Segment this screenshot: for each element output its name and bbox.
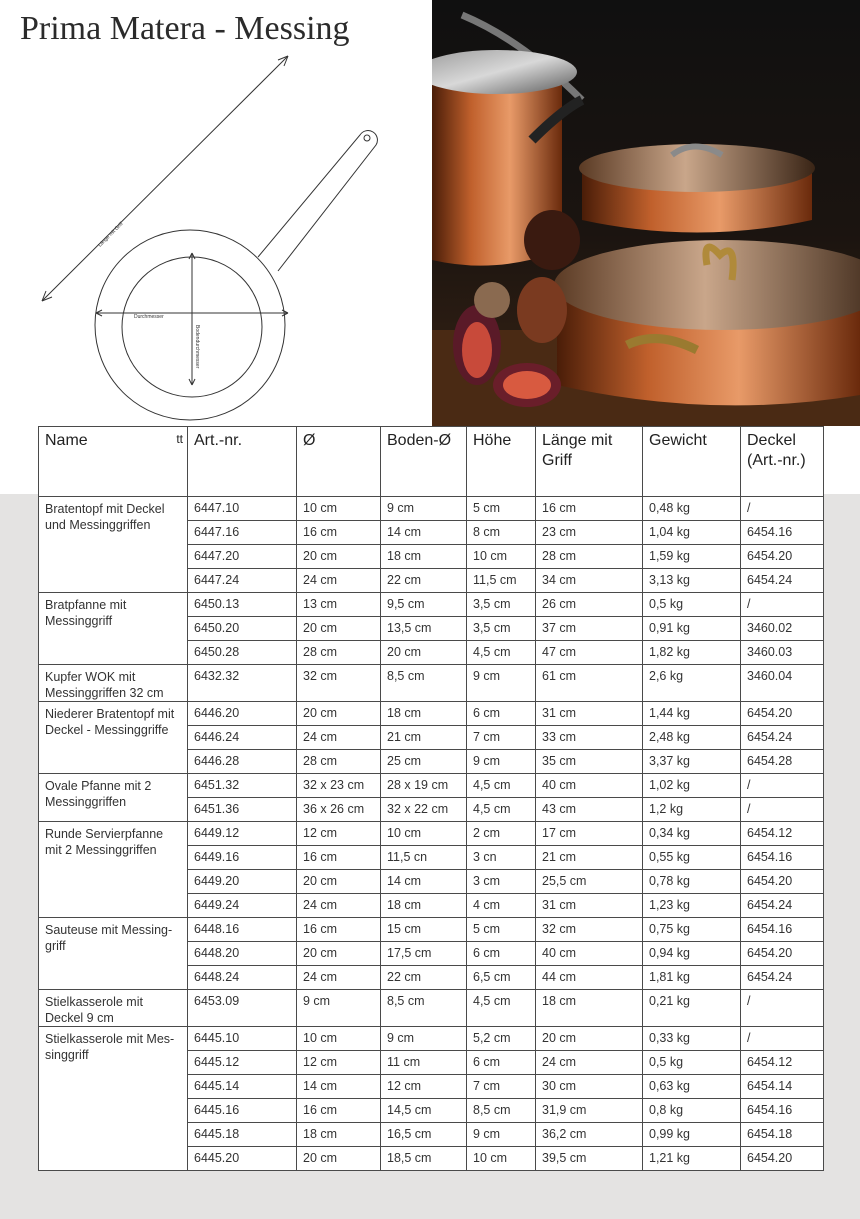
- pan-dimension-diagram: [30, 45, 430, 425]
- cell-weight: 0,21 kg: [643, 990, 741, 1027]
- cell-art-nr: 6449.24: [188, 894, 297, 918]
- cell-base-diameter: 9 cm: [381, 497, 467, 521]
- cell-height: 5,2 cm: [467, 1027, 536, 1051]
- cell-diameter: 20 cm: [297, 1147, 381, 1171]
- cell-diameter: 18 cm: [297, 1123, 381, 1147]
- cell-length: 31 cm: [536, 702, 643, 726]
- cell-weight: 0,5 kg: [643, 593, 741, 617]
- table-row: [39, 593, 824, 617]
- cell-base-diameter: 15 cm: [381, 918, 467, 942]
- cell-weight: 0,78 kg: [643, 870, 741, 894]
- cell-height: 5 cm: [467, 918, 536, 942]
- cell-weight: 1,04 kg: [643, 521, 741, 545]
- cell-diameter: 24 cm: [297, 726, 381, 750]
- header-art-nr: Art.-nr.: [188, 427, 297, 497]
- cell-base-diameter: 13,5 cm: [381, 617, 467, 641]
- cell-length: 32 cm: [536, 918, 643, 942]
- cell-weight: 1,44 kg: [643, 702, 741, 726]
- cell-height: 3 cn: [467, 846, 536, 870]
- cell-diameter: 16 cm: [297, 1099, 381, 1123]
- cell-lid: 6454.20: [741, 870, 824, 894]
- cell-art-nr: 6450.20: [188, 617, 297, 641]
- cell-lid: 6454.20: [741, 545, 824, 569]
- cell-weight: 1,82 kg: [643, 641, 741, 665]
- product-name-cell: Kupfer WOK mit Messinggriffen 32 cm: [39, 665, 188, 702]
- cell-art-nr: 6445.10: [188, 1027, 297, 1051]
- product-name-cell: Niederer Bratentopf mit Deckel - Messinggriffe: [39, 702, 188, 774]
- cell-length: 26 cm: [536, 593, 643, 617]
- cell-base-diameter: 18 cm: [381, 894, 467, 918]
- cell-base-diameter: 10 cm: [381, 822, 467, 846]
- cell-weight: 2,48 kg: [643, 726, 741, 750]
- table-body: [39, 497, 824, 1171]
- table-row: [39, 822, 824, 846]
- cell-art-nr: 6449.12: [188, 822, 297, 846]
- cell-weight: 0,94 kg: [643, 942, 741, 966]
- cell-diameter: 20 cm: [297, 545, 381, 569]
- cell-base-diameter: 12 cm: [381, 1075, 467, 1099]
- cell-height: 4,5 cm: [467, 990, 536, 1027]
- cell-height: 5 cm: [467, 497, 536, 521]
- diameter-label: Durchmesser: [134, 314, 164, 320]
- cell-length: 18 cm: [536, 990, 643, 1027]
- cell-diameter: 32 cm: [297, 665, 381, 702]
- cell-base-diameter: 9 cm: [381, 1027, 467, 1051]
- cell-height: 4,5 cm: [467, 774, 536, 798]
- cell-art-nr: 6453.09: [188, 990, 297, 1027]
- cell-lid: /: [741, 798, 824, 822]
- cell-lid: 6454.24: [741, 894, 824, 918]
- table-row: [39, 990, 824, 1027]
- product-name-cell: Stielkasserole mit Mes-singgriff: [39, 1027, 188, 1171]
- base-diameter-label: Bodendurchmesser: [194, 325, 200, 369]
- cell-height: 3,5 cm: [467, 593, 536, 617]
- cell-art-nr: 6448.20: [188, 942, 297, 966]
- cell-lid: 6454.24: [741, 726, 824, 750]
- cell-lid: 6454.20: [741, 1147, 824, 1171]
- cell-lid: 3460.02: [741, 617, 824, 641]
- cell-art-nr: 6449.16: [188, 846, 297, 870]
- cell-diameter: 16 cm: [297, 918, 381, 942]
- cell-art-nr: 6445.20: [188, 1147, 297, 1171]
- cell-diameter: 32 x 23 cm: [297, 774, 381, 798]
- header-lid: Deckel (Art.-nr.): [741, 427, 824, 497]
- cell-diameter: 20 cm: [297, 617, 381, 641]
- cell-height: 3 cm: [467, 870, 536, 894]
- cell-length: 28 cm: [536, 545, 643, 569]
- cell-diameter: 12 cm: [297, 1051, 381, 1075]
- cell-length: 25,5 cm: [536, 870, 643, 894]
- cell-base-diameter: 22 cm: [381, 569, 467, 593]
- cell-length: 43 cm: [536, 798, 643, 822]
- pan-outer-rim: [95, 230, 285, 420]
- cell-base-diameter: 18 cm: [381, 545, 467, 569]
- table-row: [39, 1027, 824, 1051]
- cell-lid: 3460.04: [741, 665, 824, 702]
- page-title: Prima Matera - Messing: [20, 10, 350, 47]
- table-header-row: [39, 427, 824, 497]
- cell-art-nr: 6447.10: [188, 497, 297, 521]
- cell-diameter: 10 cm: [297, 497, 381, 521]
- cell-diameter: 20 cm: [297, 942, 381, 966]
- cell-base-diameter: 32 x 22 cm: [381, 798, 467, 822]
- cell-height: 7 cm: [467, 726, 536, 750]
- cell-weight: 0,34 kg: [643, 822, 741, 846]
- cell-art-nr: 6451.32: [188, 774, 297, 798]
- cell-diameter: 28 cm: [297, 641, 381, 665]
- cell-diameter: 28 cm: [297, 750, 381, 774]
- cell-art-nr: 6451.36: [188, 798, 297, 822]
- cell-lid: 6454.12: [741, 822, 824, 846]
- cell-lid: 6454.16: [741, 918, 824, 942]
- product-name-cell: Bratpfanne mit Messinggriff: [39, 593, 188, 665]
- cell-base-diameter: 8,5 cm: [381, 990, 467, 1027]
- cell-lid: /: [741, 1027, 824, 1051]
- header-base-diameter: Boden-Ø: [381, 427, 467, 497]
- cell-diameter: 24 cm: [297, 966, 381, 990]
- cell-length: 40 cm: [536, 774, 643, 798]
- pan-handle: [258, 131, 377, 271]
- cell-art-nr: 6445.14: [188, 1075, 297, 1099]
- cell-lid: /: [741, 774, 824, 798]
- cell-height: 2 cm: [467, 822, 536, 846]
- header-length: Länge mit Griff: [536, 427, 643, 497]
- cell-height: 4,5 cm: [467, 641, 536, 665]
- cell-length: 34 cm: [536, 569, 643, 593]
- cell-length: 21 cm: [536, 846, 643, 870]
- cell-art-nr: 6447.20: [188, 545, 297, 569]
- cell-art-nr: 6450.13: [188, 593, 297, 617]
- cell-lid: /: [741, 990, 824, 1027]
- table-row: [39, 774, 824, 798]
- cell-height: 9 cm: [467, 1123, 536, 1147]
- cell-lid: 6454.16: [741, 846, 824, 870]
- cell-base-diameter: 22 cm: [381, 966, 467, 990]
- cell-art-nr: 6447.16: [188, 521, 297, 545]
- cell-art-nr: 6445.16: [188, 1099, 297, 1123]
- cell-lid: 6454.20: [741, 942, 824, 966]
- cell-base-diameter: 17,5 cm: [381, 942, 467, 966]
- cell-lid: 6454.16: [741, 521, 824, 545]
- cell-art-nr: 6449.20: [188, 870, 297, 894]
- cell-height: 4 cm: [467, 894, 536, 918]
- cell-art-nr: 6432.32: [188, 665, 297, 702]
- cell-lid: 6454.20: [741, 702, 824, 726]
- cell-length: 36,2 cm: [536, 1123, 643, 1147]
- cell-length: 33 cm: [536, 726, 643, 750]
- cell-art-nr: 6450.28: [188, 641, 297, 665]
- cell-base-diameter: 18 cm: [381, 702, 467, 726]
- cell-weight: 0,55 kg: [643, 846, 741, 870]
- cell-height: 8 cm: [467, 521, 536, 545]
- cell-base-diameter: 16,5 cm: [381, 1123, 467, 1147]
- cell-diameter: 24 cm: [297, 569, 381, 593]
- cell-height: 6 cm: [467, 1051, 536, 1075]
- cell-base-diameter: 8,5 cm: [381, 665, 467, 702]
- cell-lid: 6454.24: [741, 966, 824, 990]
- cell-length: 47 cm: [536, 641, 643, 665]
- cell-weight: 1,81 kg: [643, 966, 741, 990]
- product-name-cell: Ovale Pfanne mit 2 Messinggriffen: [39, 774, 188, 822]
- cell-art-nr: 6446.24: [188, 726, 297, 750]
- cell-art-nr: 6447.24: [188, 569, 297, 593]
- cell-length: 20 cm: [536, 1027, 643, 1051]
- cell-height: 10 cm: [467, 1147, 536, 1171]
- cell-base-diameter: 25 cm: [381, 750, 467, 774]
- cell-length: 44 cm: [536, 966, 643, 990]
- cell-base-diameter: 21 cm: [381, 726, 467, 750]
- cell-art-nr: 6446.20: [188, 702, 297, 726]
- cell-art-nr: 6448.24: [188, 966, 297, 990]
- cell-weight: 0,75 kg: [643, 918, 741, 942]
- cell-weight: 1,02 kg: [643, 774, 741, 798]
- product-name-cell: Sauteuse mit Messing-griff: [39, 918, 188, 990]
- product-name-cell: Bratentopf mit Deckel und Messinggriffen: [39, 497, 188, 593]
- cell-weight: 1,59 kg: [643, 545, 741, 569]
- table-row: [39, 702, 824, 726]
- header-name-mark: tt: [176, 432, 183, 446]
- cell-weight: 3,37 kg: [643, 750, 741, 774]
- cell-length: 37 cm: [536, 617, 643, 641]
- cell-height: 9 cm: [467, 750, 536, 774]
- cell-diameter: 24 cm: [297, 894, 381, 918]
- table-row: [39, 918, 824, 942]
- specification-table: [38, 426, 824, 1171]
- cell-diameter: 12 cm: [297, 822, 381, 846]
- cell-base-diameter: 18,5 cm: [381, 1147, 467, 1171]
- cell-height: 11,5 cm: [467, 569, 536, 593]
- cell-weight: 1,2 kg: [643, 798, 741, 822]
- cell-weight: 2,6 kg: [643, 665, 741, 702]
- cell-weight: 1,21 kg: [643, 1147, 741, 1171]
- cell-length: 30 cm: [536, 1075, 643, 1099]
- cell-base-diameter: 14,5 cm: [381, 1099, 467, 1123]
- cell-length: 39,5 cm: [536, 1147, 643, 1171]
- cell-weight: 0,8 kg: [643, 1099, 741, 1123]
- cell-weight: 0,91 kg: [643, 617, 741, 641]
- product-name-cell: Stielkasserole mit Deckel 9 cm: [39, 990, 188, 1027]
- cell-lid: 6454.16: [741, 1099, 824, 1123]
- cell-diameter: 16 cm: [297, 846, 381, 870]
- cell-length: 24 cm: [536, 1051, 643, 1075]
- product-name-cell: Runde Servierpfanne mit 2 Messinggriffen: [39, 822, 188, 918]
- length-arrow: [42, 56, 288, 301]
- cell-length: 40 cm: [536, 942, 643, 966]
- cell-diameter: 10 cm: [297, 1027, 381, 1051]
- cell-height: 6 cm: [467, 942, 536, 966]
- cell-lid: 6454.14: [741, 1075, 824, 1099]
- cell-diameter: 14 cm: [297, 1075, 381, 1099]
- cell-base-diameter: 20 cm: [381, 641, 467, 665]
- header-height: Höhe: [467, 427, 536, 497]
- cell-weight: 3,13 kg: [643, 569, 741, 593]
- header-name: [39, 427, 188, 497]
- cell-height: 4,5 cm: [467, 798, 536, 822]
- cell-art-nr: 6445.12: [188, 1051, 297, 1075]
- cell-weight: 1,23 kg: [643, 894, 741, 918]
- cell-diameter: 36 x 26 cm: [297, 798, 381, 822]
- table-row: [39, 665, 824, 702]
- cell-lid: 3460.03: [741, 641, 824, 665]
- cell-lid: /: [741, 497, 824, 521]
- cell-base-diameter: 11,5 cn: [381, 846, 467, 870]
- cell-weight: 0,63 kg: [643, 1075, 741, 1099]
- cell-weight: 0,5 kg: [643, 1051, 741, 1075]
- cell-diameter: 13 cm: [297, 593, 381, 617]
- cell-base-diameter: 14 cm: [381, 870, 467, 894]
- cell-height: 3,5 cm: [467, 617, 536, 641]
- cell-diameter: 20 cm: [297, 870, 381, 894]
- cell-length: 23 cm: [536, 521, 643, 545]
- header-weight: Gewicht: [643, 427, 741, 497]
- length-label: Länge mit Griff: [97, 221, 125, 249]
- cell-weight: 0,99 kg: [643, 1123, 741, 1147]
- cell-height: 7 cm: [467, 1075, 536, 1099]
- cell-lid: /: [741, 593, 824, 617]
- cell-art-nr: 6445.18: [188, 1123, 297, 1147]
- cell-length: 31 cm: [536, 894, 643, 918]
- cell-length: 61 cm: [536, 665, 643, 702]
- cell-lid: 6454.24: [741, 569, 824, 593]
- cell-diameter: 9 cm: [297, 990, 381, 1027]
- cell-length: 35 cm: [536, 750, 643, 774]
- table-row: [39, 497, 824, 521]
- cell-base-diameter: 11 cm: [381, 1051, 467, 1075]
- header-diameter: Ø: [297, 427, 381, 497]
- cell-art-nr: 6446.28: [188, 750, 297, 774]
- cell-height: 9 cm: [467, 665, 536, 702]
- cell-lid: 6454.28: [741, 750, 824, 774]
- cell-length: 31,9 cm: [536, 1099, 643, 1123]
- cookware-photo: [432, 0, 860, 426]
- cell-height: 6 cm: [467, 702, 536, 726]
- cell-weight: 0,33 kg: [643, 1027, 741, 1051]
- cell-height: 8,5 cm: [467, 1099, 536, 1123]
- cell-height: 6,5 cm: [467, 966, 536, 990]
- cell-base-diameter: 14 cm: [381, 521, 467, 545]
- cell-art-nr: 6448.16: [188, 918, 297, 942]
- cell-base-diameter: 9,5 cm: [381, 593, 467, 617]
- header-name-label: Name: [45, 432, 88, 449]
- cell-lid: 6454.18: [741, 1123, 824, 1147]
- cell-diameter: 16 cm: [297, 521, 381, 545]
- cell-height: 10 cm: [467, 545, 536, 569]
- handle-hole: [364, 135, 370, 141]
- cell-diameter: 20 cm: [297, 702, 381, 726]
- cell-weight: 0,48 kg: [643, 497, 741, 521]
- cell-base-diameter: 28 x 19 cm: [381, 774, 467, 798]
- cell-length: 16 cm: [536, 497, 643, 521]
- cell-length: 17 cm: [536, 822, 643, 846]
- cell-lid: 6454.12: [741, 1051, 824, 1075]
